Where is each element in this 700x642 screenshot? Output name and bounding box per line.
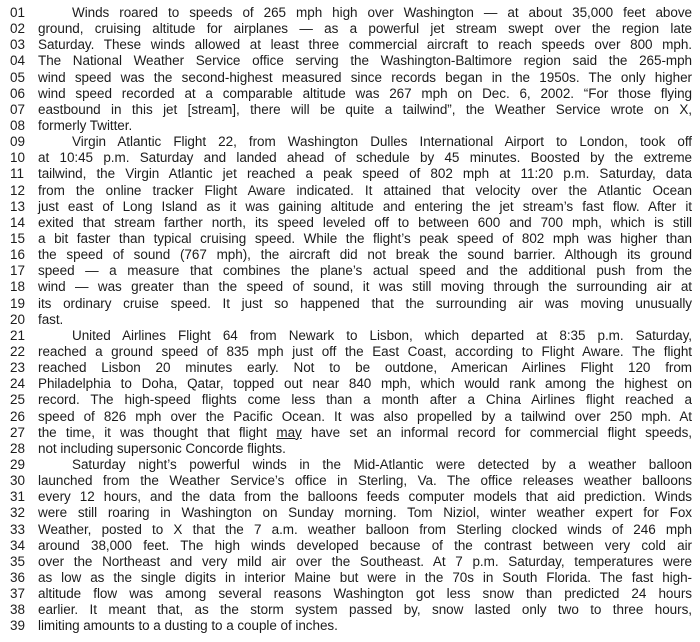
line-text: limiting amounts to a dusting to a couple of inches. — [38, 618, 338, 634]
line-text: Virgin Atlantic Flight 22, from Washington Dulles International Airport to London, took off — [72, 134, 692, 150]
passage-line — [10, 166, 692, 182]
line-number: 06 — [10, 85, 26, 101]
line-text: its ordinary cruise speed. It just so happened that the surrounding air was moving unusually — [38, 295, 692, 311]
line-text: speed of 826 mph over the Pacific Ocean. It was also propelled by a tailwind over 250 mph. At — [38, 408, 692, 424]
line-number: 31 — [10, 489, 26, 505]
line-number: 18 — [10, 279, 26, 295]
line-text: Winds roared to speeds of 265 mph high over Washington — at about 35,000 feet above — [72, 5, 692, 20]
line-text: altitude flow was among several reasons Washington got less snow than predicted 24 hours — [38, 586, 692, 602]
line-number: 11 — [10, 166, 25, 182]
line-number: 09 — [10, 134, 26, 150]
passage-line — [10, 247, 692, 263]
passage-line — [10, 328, 692, 344]
passage-line — [10, 296, 692, 312]
line-text: Saturday. These winds allowed at least three commercial aircraft to reach speeds over 800 mph. — [38, 37, 692, 53]
line-text: reached a ground speed of 835 mph just off the East Coast, according to Flight Aware. The flight — [38, 343, 692, 359]
line-text: formerly Twitter. — [38, 117, 133, 133]
line-text: eastbound in this jet [stream], there will be quite a tailwind”, the Weather Service wrote on X, — [38, 101, 692, 117]
line-number: 24 — [10, 376, 26, 392]
passage-line — [10, 473, 692, 489]
passage-line — [10, 134, 692, 150]
passage-line — [10, 538, 692, 554]
line-number: 30 — [10, 473, 26, 489]
passage-line — [10, 70, 692, 86]
passage-line — [10, 5, 692, 21]
passage-line — [10, 522, 692, 538]
passage-line — [10, 376, 692, 392]
line-text: as low as the single digits in interior Maine but were in the 70s in South Florida. The fast high- — [38, 569, 692, 585]
passage-line — [10, 505, 692, 521]
line-number: 35 — [10, 553, 26, 569]
passage-line — [10, 618, 692, 634]
passage-line — [10, 215, 692, 231]
line-text: over the Northeast and very mild air over the Southeast. At 7 p.m. Saturday, temperatures were — [38, 553, 692, 569]
passage-line — [10, 53, 692, 69]
line-number: 29 — [10, 456, 26, 472]
line-text: a bit faster than typical cruising speed. While the flight’s peak speed of 802 mph was higher than — [38, 230, 692, 246]
passage-line — [10, 570, 692, 586]
line-text: reached Lisbon 20 minutes early. Not to be outdone, American Airlines Flight 120 from — [38, 360, 692, 376]
passage-line — [10, 457, 692, 473]
line-number: 20 — [10, 311, 26, 327]
line-text: at 10:45 p.m. Saturday and landed ahead of schedule by 45 minutes. Boosted by the extreme — [38, 150, 692, 166]
passage-line — [10, 150, 692, 166]
line-text: ground, cruising altitude for airplanes — as a powerful jet stream swept over the region late — [38, 21, 692, 37]
line-number: 03 — [10, 37, 26, 53]
line-text: fast. — [38, 311, 64, 327]
line-number: 34 — [10, 537, 26, 553]
line-number: 15 — [10, 230, 26, 246]
passage-line — [10, 37, 692, 53]
line-text: just east of Long Island as it was gaining altitude and entering the jet stream’s fast flow. After it — [38, 198, 692, 214]
line-number: 39 — [10, 618, 26, 634]
line-number: 02 — [10, 21, 26, 37]
line-number: 36 — [10, 569, 26, 585]
passage-line — [10, 425, 692, 441]
line-text: Saturday night’s powerful winds in the Mid-Atlantic were detected by a weather balloon — [72, 456, 692, 472]
line-text: the speed of sound (767 mph), the aircraft did not break the sound barrier. Although its ground — [38, 247, 692, 263]
passage-line — [10, 554, 692, 570]
underlined-word: may — [276, 424, 302, 440]
line-text: tailwind, the Virgin Atlantic jet reached a peak speed of 802 mph at 11:20 p.m. Saturday, data — [38, 166, 692, 182]
line-number: 17 — [10, 263, 26, 279]
line-number: 38 — [10, 602, 26, 618]
line-number: 28 — [10, 440, 26, 456]
line-number: 13 — [10, 198, 26, 214]
passage-line — [10, 409, 692, 425]
passage-line — [10, 602, 692, 618]
line-text: were still roaring in Washington on Sunday morning. Tom Niziol, winter weather expert for Fox — [38, 505, 692, 521]
line-text: the time, it was thought that flight may have set an informal record for commercial flight speeds, — [38, 424, 692, 440]
passage-line — [10, 21, 692, 37]
line-number: 10 — [10, 150, 26, 166]
line-number: 01 — [10, 5, 26, 20]
line-number: 16 — [10, 247, 26, 263]
line-number: 21 — [10, 327, 26, 343]
line-text: United Airlines Flight 64 from Newark to Lisbon, which departed at 8:35 p.m. Saturday, — [72, 327, 692, 343]
line-number: 26 — [10, 408, 26, 424]
line-text: wind speed recorded at a comparable altitude was 267 mph on Dec. 6, 2002. “For those flying — [38, 85, 692, 101]
line-text: Weather, posted to X that the 7 a.m. weather balloon from Sterling clocked winds of 246 mph — [38, 521, 692, 537]
line-number: 14 — [10, 214, 26, 230]
line-number: 05 — [10, 69, 26, 85]
passage-line — [10, 183, 692, 199]
line-number: 25 — [10, 392, 26, 408]
line-number: 23 — [10, 360, 26, 376]
line-text: exited that stream farther north, its speed leveled off to between 600 and 700 mph, which is still — [38, 214, 692, 230]
passage-line — [10, 231, 692, 247]
line-number: 32 — [10, 505, 26, 521]
passage-line — [10, 586, 692, 602]
line-number: 08 — [10, 117, 26, 133]
line-number: 07 — [10, 101, 26, 117]
passage-line — [10, 360, 692, 376]
line-text: wind speed was the second-highest measured since records began in the 1950s. The only higher — [38, 69, 692, 85]
line-text: not including supersonic Concorde flights. — [38, 440, 286, 456]
passage-line — [10, 344, 692, 360]
line-text: launched from the Weather Service’s office in Sterling, Va. The office releases weather balloons — [38, 473, 692, 489]
line-text: The National Weather Service office serving the Washington-Baltimore region said the 265-mph — [38, 53, 692, 69]
passage-line — [10, 279, 692, 295]
line-text: from the online tracker Flight Aware indicated. It attained that velocity over the Atlantic Ocean — [38, 182, 692, 198]
passage-line — [10, 102, 692, 118]
line-number: 19 — [10, 295, 26, 311]
passage-line — [10, 441, 692, 457]
line-text: Philadelphia to Doha, Qatar, topped out near 840 mph, which would rank among the highest on — [38, 376, 692, 392]
passage-line — [10, 392, 692, 408]
passage-line — [10, 263, 692, 279]
line-text: record. The high-speed flights come less than a month after a China Airlines flight reached a — [38, 392, 692, 408]
passage-line — [10, 86, 692, 102]
passage-line — [10, 312, 692, 328]
line-number: 27 — [10, 424, 26, 440]
line-number: 37 — [10, 586, 26, 602]
line-text: speed — a measure that combines the plane’s actual speed and the additional push from the — [38, 263, 692, 279]
passage-line — [10, 118, 692, 134]
line-text: every 12 hours, and the data from the balloons feeds computer models that aid prediction. Winds — [38, 489, 692, 505]
line-text: around 38,000 feet. The high winds developed because of the contrast between very cold air — [38, 537, 692, 553]
line-number: 33 — [10, 521, 26, 537]
line-number: 12 — [10, 182, 26, 198]
line-text: earlier. It meant that, as the storm system passed by, snow lasted only two to three hours, — [38, 602, 692, 618]
passage-line — [10, 489, 692, 505]
passage-line — [10, 199, 692, 215]
line-number: 04 — [10, 53, 26, 69]
line-text: wind — was greater than the speed of sound, it was still moving through the surrounding air at — [38, 279, 692, 295]
line-number: 22 — [10, 343, 26, 359]
